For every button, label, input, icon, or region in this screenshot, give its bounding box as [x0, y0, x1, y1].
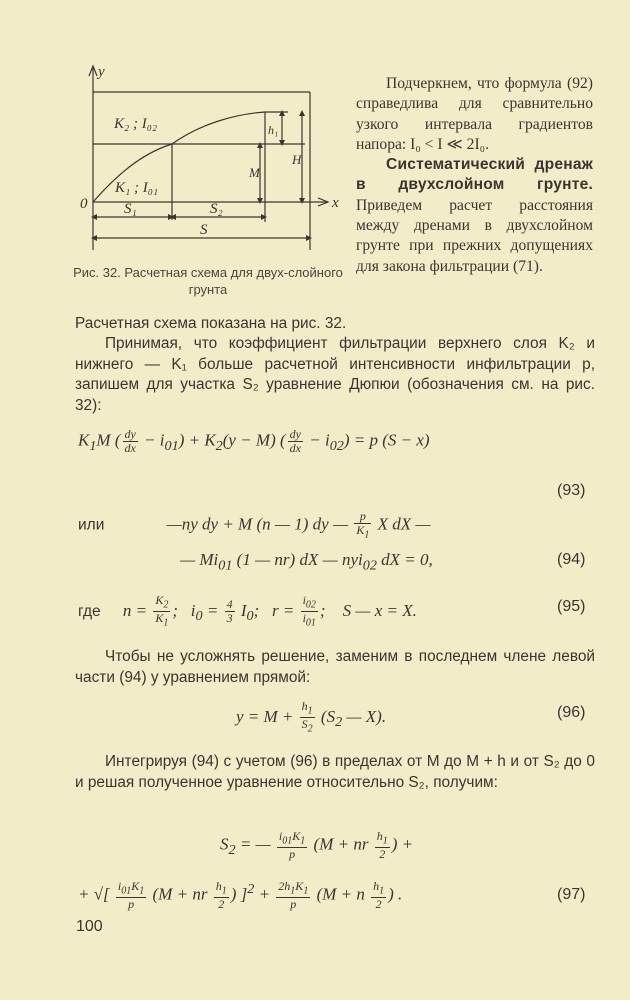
- equation-94-line-2: — $Mi_{01}$ (1 — nr) dX — nyi$_{02}$ dX = 0,: [180, 550, 433, 574]
- figure-caption: Рис. 32. Расчетная схема для двух-слойного грунта: [73, 265, 343, 297]
- equation-number-95: (95): [557, 598, 586, 615]
- equation-95: где n = $\frac{K_2}{K_1}$ ; $i_0$ = $\frac{4}{3}$ $I_0$; r = $\frac{i_{02}}{i_{01}}$ ; S — x = X.: [78, 593, 417, 629]
- equation-97-line-2: + √[ $\frac{i_{01}K_1}{p}$ (M + nr $\frac{h_1}{2}$ ) ]$^2$ + $\frac{2h_1K_1}{p}$ (M + n $\frac{h_1}{2}$ ) .: [78, 879, 403, 912]
- body-paragraph-2: [75, 334, 595, 416]
- body-line-1: Расчетная схема показана на рис. 32.: [75, 315, 347, 332]
- section-heading: Систематический дренаж в двухслойном грунте.: [356, 156, 593, 194]
- equation-96: y = M + $\frac{h_1}{S_2}$ ($S_2$ — X).: [236, 699, 387, 735]
- h1-label: h₁: [268, 123, 279, 137]
- figure-32-diagram: [60, 62, 355, 252]
- body-paragraph-4-text: Интегрируя (94) с учетом (96) в пределах от M до M + h и от S₂ до 0 и решая полученное уравнение относительно S₂, получим:: [75, 753, 595, 791]
- body-paragraph-4: [75, 752, 595, 793]
- equation-93: $K_1M$ ( $\frac{dy}{dx}$ − $i_{01}) + K_2(y - M)$ ( $\frac{dy}{dx}$ − $i_{02}) = p$ (S − x): [78, 427, 430, 455]
- body-paragraph-3: [75, 647, 595, 688]
- M-label: M: [249, 165, 260, 180]
- side-column: [356, 74, 593, 277]
- origin-label: 0: [80, 196, 88, 212]
- lower-layer-label: K₁ ; I₀₁: [115, 180, 159, 196]
- equation-number-97: (97): [557, 886, 586, 903]
- equation-97-line-1: $S_2$ = — $\frac{i_{01}K_1}{p}$ (M + nr $\frac{h_1}{2}$ ) +: [220, 829, 414, 862]
- word-where: где: [78, 602, 101, 620]
- word-or: или: [78, 516, 105, 534]
- S-label: S: [200, 222, 208, 238]
- H-label: H: [292, 152, 302, 167]
- x-axis-label: x: [332, 195, 339, 211]
- equation-number-96: (96): [557, 704, 586, 721]
- equation-number-93: (93): [557, 482, 586, 499]
- S1-label: S₁: [124, 201, 137, 217]
- side-paragraph-2: [356, 155, 593, 277]
- side-paragraph-2-text: Приведем расчет расстояния между дренами в двухслойном грунте при прежних допущениях для закона фильтрации (71).: [356, 196, 593, 275]
- upper-layer-label: K₂ ; I₀₂: [114, 116, 158, 132]
- equation-94-line-1: или —ny dy + M (n — 1) dy — $\frac{p}{K_1}$ X dX —: [78, 509, 431, 541]
- equation-number-94: (94): [557, 551, 586, 568]
- page-number: 100: [76, 918, 103, 935]
- S2-label: S₂: [210, 201, 223, 217]
- body-paragraph-3-text: Чтобы не усложнять решение, заменим в последнем члене левой части (94) y уравнением прямой:: [75, 648, 595, 686]
- body-paragraph-2-text: Принимая, что коэффициент фильтрации верхнего слоя K₂ и нижнего — K₁ больше расчетной интенсивности инфильтрации p, запишем для участка S₂ уравнение Дюпюи (обозначения см. на рис. 32):: [75, 335, 595, 414]
- y-axis-label: y: [98, 64, 105, 80]
- side-paragraph-1: Подчеркнем, что формула (92) справедлива для сравнительно узкого интервала градиентов напора: I₀ < I ≪ 2I₀.: [356, 75, 593, 153]
